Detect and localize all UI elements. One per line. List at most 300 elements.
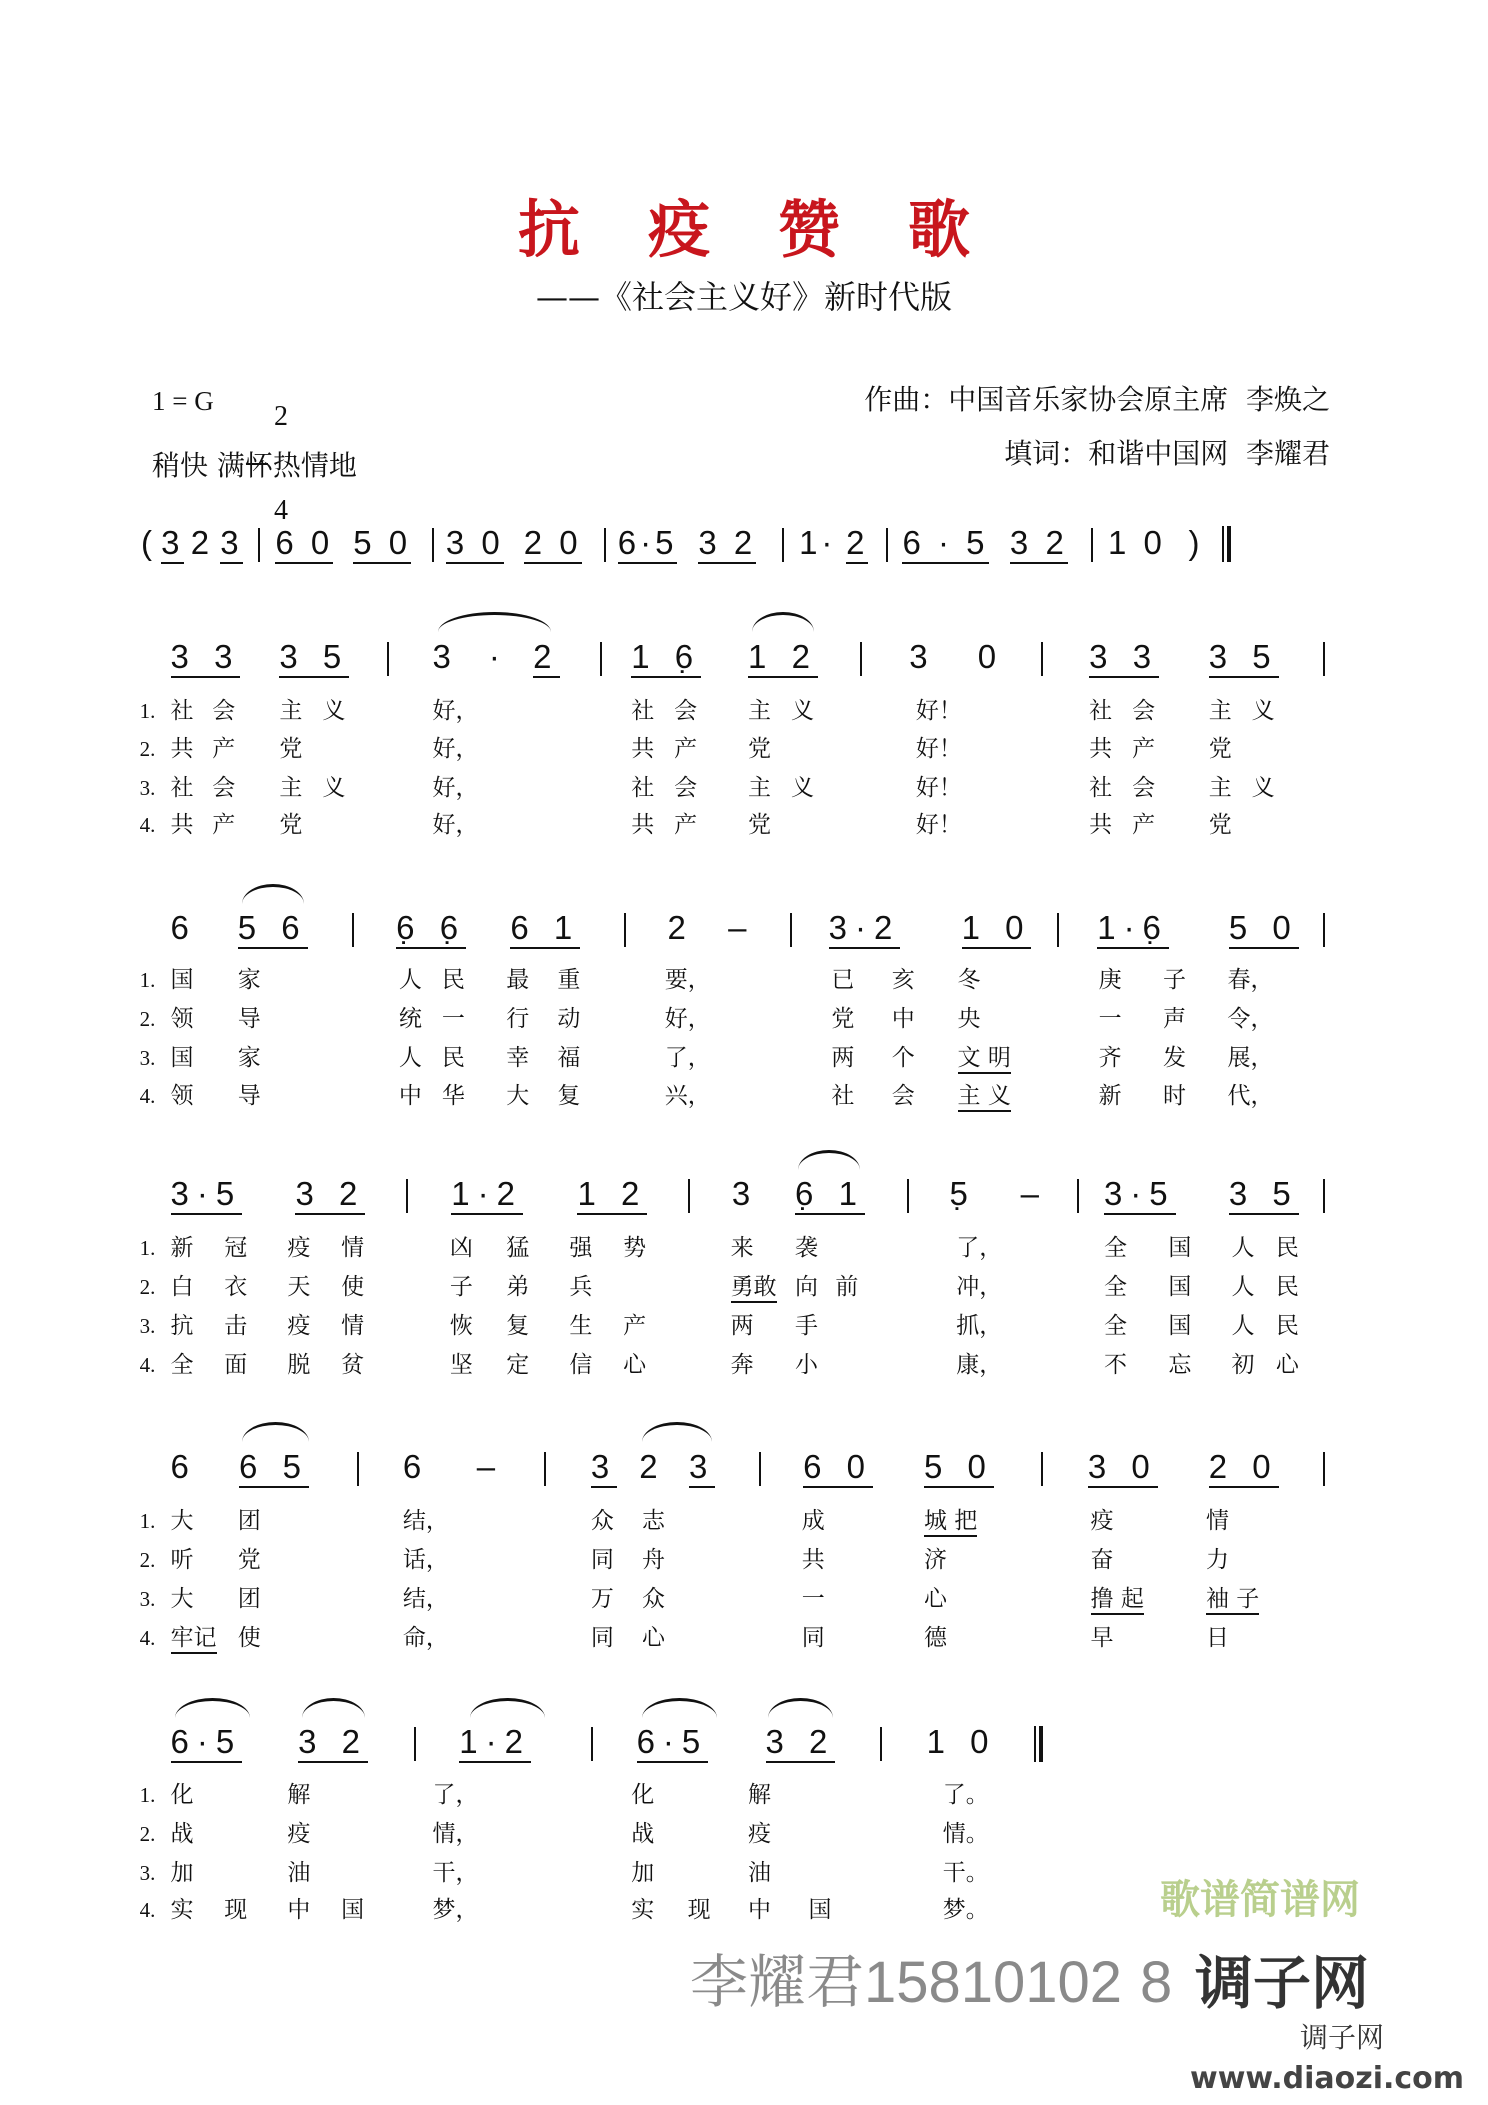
note-group: 1 0 xyxy=(962,909,1032,949)
lyric-syllable: 好， xyxy=(432,812,479,839)
lyric-syllable: 凶 xyxy=(449,1235,473,1262)
lyric-syllable: 撸 起 xyxy=(1091,1585,1144,1615)
song-subtitle: ——《社会主义好》新时代版 xyxy=(535,278,952,316)
barline xyxy=(1041,642,1043,676)
note-group: 1 2 xyxy=(748,638,818,678)
lyric-syllable: 众 xyxy=(641,1585,665,1612)
note-group: 3 xyxy=(591,1448,617,1488)
lyric-syllable: 国 xyxy=(808,1897,832,1924)
lyric-syllable: 勇敢 xyxy=(731,1273,777,1303)
lyric-syllable: 强 xyxy=(569,1235,593,1262)
barline xyxy=(258,528,260,562)
lyric-syllable: 袭 xyxy=(795,1235,819,1262)
lyric-syllable: 干， xyxy=(432,1859,479,1886)
lyric-syllable: 衣 xyxy=(224,1274,248,1301)
lyric-syllable: 众 xyxy=(590,1507,614,1534)
barline xyxy=(352,913,354,947)
lyric-syllable: 会 xyxy=(1132,698,1156,725)
barline xyxy=(406,1179,408,1213)
note-group: 6 0 xyxy=(803,1448,873,1488)
verse-number: 2. xyxy=(139,1821,156,1846)
lyric-syllable: 中 xyxy=(398,1083,422,1110)
lyric-syllable: 成 xyxy=(801,1507,825,1534)
note-group: 2 0 xyxy=(1209,1448,1279,1488)
lyric-syllable: 义 xyxy=(791,774,815,801)
time-signature-top: 2 xyxy=(274,401,288,432)
lyric-syllable: 万 xyxy=(590,1585,614,1612)
verse-number: 4. xyxy=(139,1084,156,1109)
note-group: 5 0 xyxy=(924,1448,994,1488)
verse-number: 1. xyxy=(139,1508,156,1533)
note-group: 6·5 xyxy=(171,1723,243,1763)
note-group: 1 6̣ xyxy=(631,638,701,678)
verse-number: 4. xyxy=(139,1898,156,1923)
lyric-syllable: 共 xyxy=(631,812,655,839)
note-group: 3 xyxy=(909,637,936,675)
note-group: 6·5 xyxy=(637,1723,709,1763)
lyric-syllable: 济 xyxy=(923,1546,947,1573)
barline xyxy=(886,528,888,562)
lyric-syllable: 好， xyxy=(432,698,479,725)
lyric-syllable: 击 xyxy=(224,1313,248,1340)
lyric-syllable: 产 xyxy=(623,1313,647,1340)
barline xyxy=(432,528,434,562)
barline xyxy=(591,1727,593,1761)
barline xyxy=(357,1452,359,1486)
lyric-syllable: 冬 xyxy=(957,966,981,993)
lyric-syllable: 党 xyxy=(831,1005,855,1032)
lyric-syllable: 面 xyxy=(224,1352,248,1379)
note-group: 3 xyxy=(731,1175,759,1213)
note-group: 6·5 xyxy=(618,524,678,564)
note-group: 3 5 xyxy=(279,638,349,678)
lyric-syllable: 亥 xyxy=(891,966,915,993)
lyric-syllable: 好！ xyxy=(915,735,962,762)
lyric-syllable: 义 xyxy=(1251,774,1275,801)
lyric-syllable: 前 xyxy=(835,1274,859,1301)
lyric-syllable: 忘 xyxy=(1168,1352,1192,1379)
lyric-syllable: 了， xyxy=(956,1235,1003,1262)
lyric-syllable: 义 xyxy=(791,698,815,725)
lyric-syllable: 人 xyxy=(398,1044,422,1071)
lyric-syllable: 领 xyxy=(170,1005,194,1032)
lyric-syllable: 已 xyxy=(831,966,855,993)
lyric-syllable: 冲， xyxy=(956,1274,1003,1301)
lyric-syllable: 现 xyxy=(687,1897,711,1924)
lyric-syllable: 结， xyxy=(402,1585,449,1612)
lyric-syllable: 令， xyxy=(1227,1005,1274,1032)
lyric-syllable: 信 xyxy=(569,1352,593,1379)
lyric-syllable: 共 xyxy=(170,735,194,762)
lyric-syllable: 好！ xyxy=(915,698,962,725)
slur xyxy=(798,1150,860,1170)
lyric-syllable: 命， xyxy=(402,1624,449,1651)
lyric-syllable: 党 xyxy=(279,735,303,762)
lyric-syllable: 展， xyxy=(1227,1044,1274,1071)
lyric-syllable: 主 xyxy=(748,698,772,725)
lyric-syllable: 冠 xyxy=(224,1235,248,1262)
watermark-number-tail: 8 xyxy=(1140,1950,1173,2015)
barline xyxy=(1323,1452,1325,1486)
note-group: 5 6 xyxy=(238,909,308,949)
lyric-syllable: 化 xyxy=(631,1781,655,1808)
lyric-syllable: 产 xyxy=(212,735,236,762)
barline xyxy=(604,528,606,562)
barline xyxy=(544,1452,546,1486)
lyric-syllable: 要， xyxy=(664,966,711,993)
note-group: – xyxy=(1020,1175,1048,1213)
lyric-syllable: 解 xyxy=(287,1781,311,1808)
note-group: 6̣ 6̣ xyxy=(396,909,466,949)
lyric-syllable: 代， xyxy=(1227,1083,1274,1110)
lyric-syllable: 主 义 xyxy=(958,1082,1011,1112)
lyric-syllable: 贫 xyxy=(341,1352,365,1379)
lyric-syllable: 疫 xyxy=(287,1235,311,1262)
note-group: 5 0 xyxy=(353,524,411,564)
lyric-syllable: 干。 xyxy=(942,1859,989,1886)
lyric-syllable: 国 xyxy=(1168,1235,1192,1262)
lyric-syllable: 民 xyxy=(1275,1274,1299,1301)
lyric-syllable: 好， xyxy=(664,1005,711,1032)
lyric-syllable: 共 xyxy=(631,735,655,762)
lyric-syllable: 社 xyxy=(170,774,194,801)
lyric-syllable: 油 xyxy=(748,1859,772,1886)
lyric-syllable: 加 xyxy=(170,1859,194,1886)
song-title: 抗疫赞歌 xyxy=(517,193,1038,266)
verse-number: 1. xyxy=(139,1236,156,1261)
lyric-syllable: 国 xyxy=(341,1897,365,1924)
lyric-syllable: 会 xyxy=(212,774,236,801)
lyric-syllable: 战 xyxy=(631,1820,655,1847)
note-group: 3 3 xyxy=(1089,638,1159,678)
watermark-name-number: 李耀君15810102 xyxy=(690,1950,1123,2015)
tempo-marking: 稍快 满怀热情地 xyxy=(152,449,357,482)
barline xyxy=(624,913,626,947)
lyric-syllable: 导 xyxy=(237,1083,261,1110)
barline xyxy=(759,1452,761,1486)
lyric-syllable: 实 xyxy=(631,1897,655,1924)
note-group: 3 xyxy=(689,1448,715,1488)
slur xyxy=(768,1698,832,1718)
lyric-syllable: 社 xyxy=(631,698,655,725)
lyric-syllable: 主 xyxy=(279,698,303,725)
note-group: 3 5 xyxy=(1209,638,1279,678)
barline xyxy=(1077,1179,1079,1213)
barline xyxy=(1323,913,1325,947)
barline xyxy=(880,1727,882,1761)
verse-number: 1. xyxy=(139,1782,156,1807)
note-group: 1·6̣ xyxy=(1097,909,1169,949)
lyric-syllable: 党 xyxy=(1208,735,1232,762)
lyric-syllable: 话， xyxy=(402,1546,449,1573)
lyric-syllable: 国 xyxy=(170,1044,194,1071)
verse-number: 3. xyxy=(139,1860,156,1885)
note-group: 6 5 xyxy=(239,1448,309,1488)
site-url: www.diaozi.com xyxy=(1190,2061,1465,2096)
note-group: 5̣ xyxy=(949,1175,976,1213)
lyric-syllable: 声 xyxy=(1163,1005,1187,1032)
composer-credit: 作曲：中国音乐家协会原主席 李焕之 xyxy=(864,383,1330,416)
lyric-syllable: 全 xyxy=(1103,1274,1127,1301)
note-group: 3·5 xyxy=(1104,1175,1176,1215)
barline xyxy=(688,1179,690,1213)
lyric-syllable: 民 xyxy=(441,966,465,993)
lyric-syllable: 会 xyxy=(212,698,236,725)
site-logo-small: 调子网 xyxy=(1300,2021,1385,2054)
lyric-syllable: 华 xyxy=(441,1083,465,1110)
lyric-syllable: 疫 xyxy=(287,1820,311,1847)
note-group: 0 xyxy=(977,637,1005,675)
lyric-syllable: 恢 xyxy=(449,1313,473,1340)
lyric-syllable: 使 xyxy=(237,1624,261,1651)
lyric-syllable: 庚 xyxy=(1098,966,1122,993)
lyric-syllable: 向 xyxy=(795,1274,819,1301)
note-group: 2 0 xyxy=(524,524,582,564)
barline xyxy=(860,642,862,676)
verse-number: 2. xyxy=(139,1547,156,1572)
lyric-syllable: 心 xyxy=(923,1585,947,1612)
note-group: 6 1 xyxy=(510,909,580,949)
note-group: 6 · 5 xyxy=(902,524,988,564)
lyric-syllable: 心 xyxy=(1275,1352,1299,1379)
barline xyxy=(790,913,792,947)
lyric-syllable: 复 xyxy=(557,1083,581,1110)
note-group: 3 0 xyxy=(1088,1448,1158,1488)
lyric-syllable: 党 xyxy=(237,1546,261,1573)
lyric-syllable: 团 xyxy=(237,1507,261,1534)
note-group: 3 2 xyxy=(295,1175,365,1215)
lyric-syllable: 结， xyxy=(402,1507,449,1534)
lyric-syllable: 导 xyxy=(237,1005,261,1032)
lyric-syllable: 城 把 xyxy=(924,1507,977,1537)
lyric-syllable: 情。 xyxy=(942,1820,989,1847)
lyric-syllable: 天 xyxy=(287,1274,311,1301)
slur xyxy=(175,1698,250,1718)
lyric-syllable: 弟 xyxy=(506,1274,530,1301)
lyric-syllable: 中 xyxy=(287,1897,311,1924)
lyric-syllable: 好！ xyxy=(915,812,962,839)
lyric-syllable: 统 xyxy=(398,1005,422,1032)
lyric-syllable: 社 xyxy=(831,1083,855,1110)
lyric-syllable: 情 xyxy=(341,1235,365,1262)
verse-number: 3. xyxy=(139,1586,156,1611)
lyric-syllable: 梦。 xyxy=(942,1897,989,1924)
lyric-syllable: 新 xyxy=(1098,1083,1122,1110)
note-group: 2 xyxy=(190,523,214,561)
lyric-syllable: 定 xyxy=(506,1352,530,1379)
barline xyxy=(1323,1179,1325,1213)
note-group: 3·5 xyxy=(171,1175,243,1215)
verse-number: 1. xyxy=(139,699,156,724)
lyric-syllable: 国 xyxy=(1168,1313,1192,1340)
lyric-syllable: 义 xyxy=(322,698,346,725)
lyric-syllable: 梦， xyxy=(432,1897,479,1924)
note-group: 6 0 xyxy=(275,524,333,564)
lyric-syllable: 疫 xyxy=(1090,1507,1114,1534)
lyric-syllable: 社 xyxy=(1089,774,1113,801)
note-group: 3·2 xyxy=(829,909,901,949)
slur xyxy=(438,612,551,632)
verse-number: 4. xyxy=(139,813,156,838)
lyric-syllable: 加 xyxy=(631,1859,655,1886)
note-group: 1 0 xyxy=(926,1723,997,1761)
lyric-syllable: 社 xyxy=(631,774,655,801)
lyric-syllable: 同 xyxy=(801,1624,825,1651)
lyric-syllable: 好， xyxy=(432,735,479,762)
lyric-syllable: 会 xyxy=(674,774,698,801)
verse-number: 4. xyxy=(139,1353,156,1378)
lyric-syllable: 春， xyxy=(1227,966,1274,993)
lyric-syllable: 社 xyxy=(170,698,194,725)
note-group: 2 xyxy=(639,1447,666,1485)
barline xyxy=(1057,913,1059,947)
lyric-syllable: 力 xyxy=(1206,1546,1229,1573)
lyric-syllable: 国 xyxy=(1168,1274,1192,1301)
lyric-syllable: 行 xyxy=(506,1005,530,1032)
verse-number: 1. xyxy=(139,967,156,992)
lyric-syllable: 抗 xyxy=(170,1313,194,1340)
slur xyxy=(242,1422,309,1442)
lyric-syllable: 生 xyxy=(569,1313,593,1340)
lyric-syllable: 同 xyxy=(590,1624,614,1651)
lyric-syllable: 兴， xyxy=(664,1083,711,1110)
lyric-syllable: 志 xyxy=(641,1507,665,1534)
note-group: 3 2 xyxy=(698,524,756,564)
lyric-syllable: 好！ xyxy=(915,774,962,801)
note-group: 1·2 xyxy=(459,1723,531,1763)
lyric-syllable: 主 xyxy=(1208,698,1232,725)
lyric-syllable: 德 xyxy=(923,1624,947,1651)
watermark-green-logo: 歌谱简谱网 xyxy=(1160,1876,1360,1923)
lyric-syllable: 国 xyxy=(170,966,194,993)
lyric-syllable: 同 xyxy=(590,1546,614,1573)
lyric-syllable: 央 xyxy=(957,1005,981,1032)
note-group: 3 xyxy=(161,524,183,564)
lyric-syllable: 共 xyxy=(1089,735,1113,762)
note-group: 3 xyxy=(220,524,242,564)
lyric-syllable: 兵 xyxy=(569,1274,593,1301)
lyric-syllable: 现 xyxy=(224,1897,248,1924)
verse-number: 2. xyxy=(139,1275,156,1300)
lyric-syllable: 家 xyxy=(237,966,261,993)
note-group: 2 – xyxy=(667,909,755,947)
lyric-syllable: 大 xyxy=(170,1585,194,1612)
lyric-syllable: 新 xyxy=(170,1235,194,1262)
time-signature-bottom: 4 xyxy=(274,495,288,526)
barline xyxy=(600,642,602,676)
slur xyxy=(752,612,814,632)
lyric-syllable: 白 xyxy=(170,1274,194,1301)
lyric-syllable: 了， xyxy=(664,1044,711,1071)
lyric-syllable: 最 xyxy=(506,966,530,993)
note-group: ( xyxy=(141,523,156,561)
lyric-syllable: 党 xyxy=(748,735,772,762)
lyric-syllable: 袖 子 xyxy=(1206,1585,1259,1615)
lyric-syllable: 奔 xyxy=(730,1352,754,1379)
lyricist-credit: 填词：和谐中国网 李耀君 xyxy=(1004,437,1330,470)
lyric-syllable: 产 xyxy=(1132,812,1156,839)
lyric-syllable: 实 xyxy=(170,1897,194,1924)
lyric-syllable: 产 xyxy=(674,735,698,762)
lyric-syllable: 心 xyxy=(623,1352,647,1379)
barline xyxy=(907,1179,909,1213)
lyric-syllable: 全 xyxy=(170,1352,194,1379)
lyric-syllable: 情， xyxy=(432,1820,479,1847)
note-group: 3 2 xyxy=(1010,524,1068,564)
lyric-syllable: 听 xyxy=(170,1546,194,1573)
note-group: 6 xyxy=(170,1447,197,1485)
note-group: 3 2 xyxy=(298,1723,368,1763)
note-group: 1· xyxy=(799,523,837,561)
barline xyxy=(387,642,389,676)
note-group: · xyxy=(488,637,508,675)
lyric-syllable: 两 xyxy=(831,1044,855,1071)
lyric-syllable: 领 xyxy=(170,1083,194,1110)
verse-number: 2. xyxy=(139,736,156,761)
verse-number: 3. xyxy=(139,1314,156,1339)
slur xyxy=(242,884,304,904)
lyric-syllable: 好， xyxy=(432,774,479,801)
note-group: 1 2 xyxy=(577,1175,647,1215)
lyric-syllable: 康， xyxy=(956,1352,1003,1379)
lyric-syllable: 重 xyxy=(557,966,581,993)
lyric-syllable: 手 xyxy=(795,1313,819,1340)
lyric-syllable: 共 xyxy=(801,1546,825,1573)
lyric-syllable: 小 xyxy=(795,1352,819,1379)
lyric-syllable: 心 xyxy=(641,1624,665,1651)
verse-number: 4. xyxy=(139,1625,156,1650)
lyric-syllable: 社 xyxy=(1089,698,1113,725)
lyric-syllable: 全 xyxy=(1103,1313,1127,1340)
note-group: 5 0 xyxy=(1229,909,1299,949)
lyric-syllable: 一 xyxy=(1098,1005,1122,1032)
lyric-syllable: 时 xyxy=(1163,1083,1187,1110)
lyric-syllable: 子 xyxy=(449,1274,473,1301)
lyric-syllable: 民 xyxy=(1275,1235,1299,1262)
note-group: 3 xyxy=(432,637,459,675)
lyric-syllable: 化 xyxy=(170,1781,194,1808)
lyric-syllable: 全 xyxy=(1103,1235,1127,1262)
lyric-syllable: 情 xyxy=(1206,1507,1229,1534)
note-group: 6 xyxy=(402,1447,430,1485)
lyric-syllable: 两 xyxy=(730,1313,754,1340)
lyric-syllable: 产 xyxy=(1132,735,1156,762)
lyric-syllable: 复 xyxy=(506,1313,530,1340)
lyric-syllable: 油 xyxy=(287,1859,311,1886)
lyric-syllable: 会 xyxy=(1132,774,1156,801)
lyric-syllable: 党 xyxy=(279,812,303,839)
lyric-syllable: 发 xyxy=(1163,1044,1187,1071)
note-group: 6 xyxy=(170,909,197,947)
lyric-syllable: 使 xyxy=(341,1274,365,1301)
note-group: 2 xyxy=(533,638,559,678)
final-barline xyxy=(1034,1726,1043,1762)
lyric-syllable: 民 xyxy=(441,1044,465,1071)
verse-number: 3. xyxy=(139,1045,156,1070)
lyric-syllable: 情 xyxy=(341,1313,365,1340)
lyric-syllable: 民 xyxy=(1275,1313,1299,1340)
lyric-syllable: 解 xyxy=(748,1781,772,1808)
barline xyxy=(782,528,784,562)
lyric-syllable: 早 xyxy=(1090,1624,1114,1651)
lyric-syllable: 脱 xyxy=(287,1352,311,1379)
lyric-syllable: 家 xyxy=(237,1044,261,1071)
lyric-syllable: 幸 xyxy=(506,1044,530,1071)
lyric-syllable: 子 xyxy=(1163,966,1187,993)
lyric-syllable: 大 xyxy=(170,1507,194,1534)
barline xyxy=(414,1727,416,1761)
lyric-syllable: 人 xyxy=(1231,1235,1255,1262)
